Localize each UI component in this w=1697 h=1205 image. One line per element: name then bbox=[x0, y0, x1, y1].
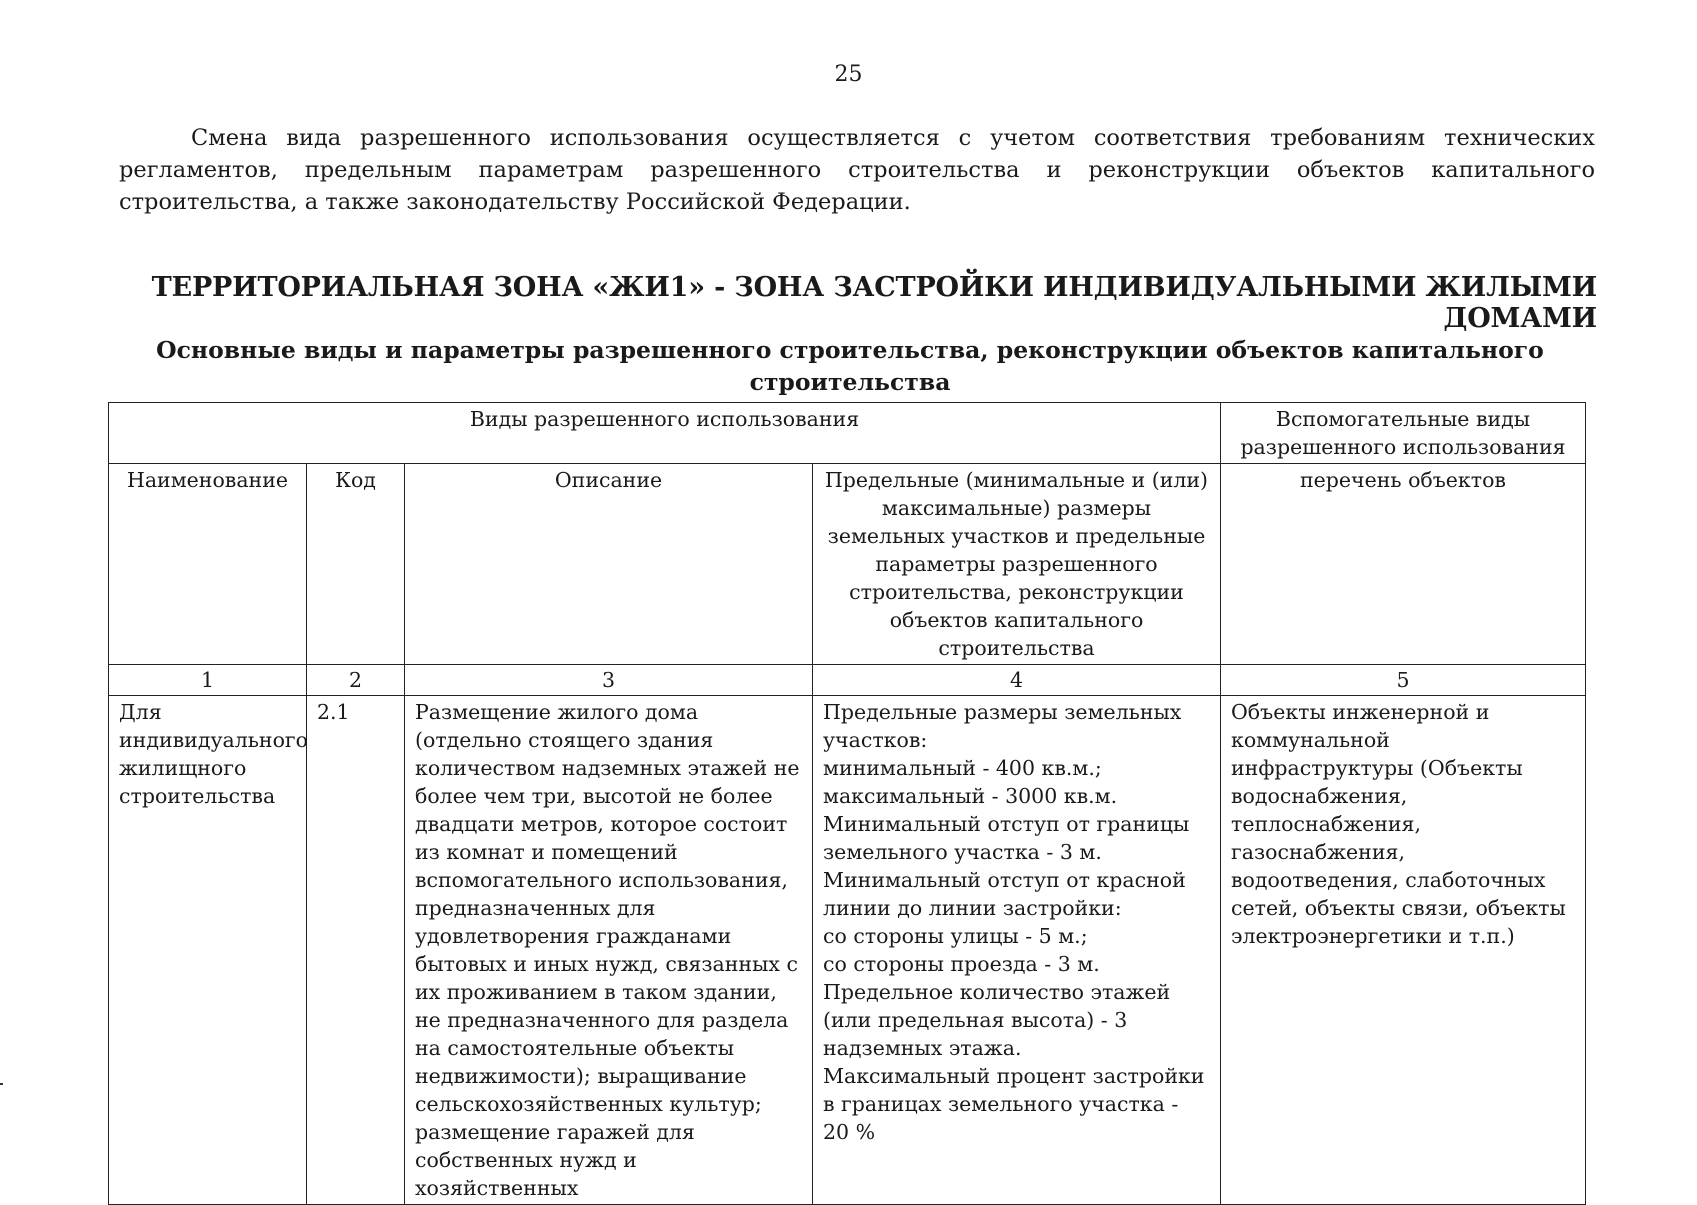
parameter-line: Минимальный отступ от красной линии до линии застройки: bbox=[823, 868, 1186, 920]
parameter-line: Предельное количество этажей (или предельная высота) - 3 надземных этажа. bbox=[823, 980, 1171, 1060]
column-number: 2 bbox=[307, 665, 405, 696]
parameter-line: со стороны улицы - 5 м.; bbox=[823, 924, 1088, 948]
column-header-name: Наименование bbox=[109, 464, 307, 665]
scan-edge-mark bbox=[0, 1083, 3, 1085]
parameter-line: Минимальный отступ от границы земельного участка - 3 м. bbox=[823, 812, 1190, 864]
table-row bbox=[109, 696, 1586, 1205]
page-number: 25 bbox=[834, 62, 863, 87]
column-number: 1 bbox=[109, 665, 307, 696]
group-header-main: Виды разрешенного использования bbox=[109, 403, 1221, 464]
column-number: 3 bbox=[405, 665, 813, 696]
column-number: 4 bbox=[813, 665, 1221, 696]
cell-auxiliary: Объекты инженерной и коммунальной инфраструктуры (Объекты водоснабжения, теплоснабжения, газоснабжения, водоотведения, слаботочных сетей, объекты связи, объекты электроэнергетики и т.п.) bbox=[1221, 696, 1586, 1205]
parameter-line: минимальный - 400 кв.м.; bbox=[823, 756, 1102, 780]
section-title: Основные виды и параметры разрешенного строительства, реконструкции объектов капитального строительства bbox=[156, 336, 1544, 396]
table-group-header-row bbox=[109, 403, 1586, 464]
table-column-header-row bbox=[109, 464, 1586, 665]
parameter-line: максимальный - 3000 кв.м. bbox=[823, 784, 1118, 808]
table-column-number-row bbox=[109, 665, 1586, 696]
parameter-line: Предельные размеры земельных участков: bbox=[823, 700, 1182, 752]
cell-description: Размещение жилого дома (отдельно стоящего здания количеством надземных этажей не более чем три, высотой не более двадцати метров, которое состоит из комнат и помещений вспомогательного использования, предназначенных для удовлетворения гражданами бытовых и иных нужд, связанных с их проживанием в таком здании, не предназначенного для раздела на самостоятельные объекты недвижимости); выращивание сельскохозяйственных культур; размещение гаражей для собственных нужд и хозяйственных bbox=[405, 696, 813, 1205]
column-header-description: Описание bbox=[405, 464, 813, 665]
parameter-line: Максимальный процент застройки в границах земельного участка - 20 % bbox=[823, 1064, 1205, 1144]
parameter-line: со стороны проезда - 3 м. bbox=[823, 952, 1100, 976]
regulations-table bbox=[108, 402, 1586, 1205]
cell-code: 2.1 bbox=[307, 696, 405, 1205]
column-header-objects: перечень объектов bbox=[1221, 464, 1586, 665]
column-header-parameters: Предельные (минимальные и (или) максимальные) размеры земельных участков и предельные параметры разрешенного строительства, реконструкции объектов капитального строительства bbox=[813, 464, 1221, 665]
column-number: 5 bbox=[1221, 665, 1586, 696]
cell-name: Для индивидуального жилищного строительства bbox=[109, 696, 307, 1205]
cell-parameters bbox=[813, 696, 1221, 1205]
zone-title: ТЕРРИТОРИАЛЬНАЯ ЗОНА «ЖИ1» - ЗОНА ЗАСТРОЙКИ ИНДИВИДУАЛЬНЫМИ ЖИЛЫМИ ДОМАМИ bbox=[151, 272, 1597, 334]
intro-paragraph: Смена вида разрешенного использования осуществляется с учетом соответствия требованиям технических регламентов, предельным параметрам разрешенного строительства и реконструкции объектов капитального строительства, а также законодательству Российской Федерации. bbox=[119, 125, 1595, 215]
column-header-code: Код bbox=[307, 464, 405, 665]
group-header-aux: Вспомогательные виды разрешенного использования bbox=[1221, 403, 1586, 464]
